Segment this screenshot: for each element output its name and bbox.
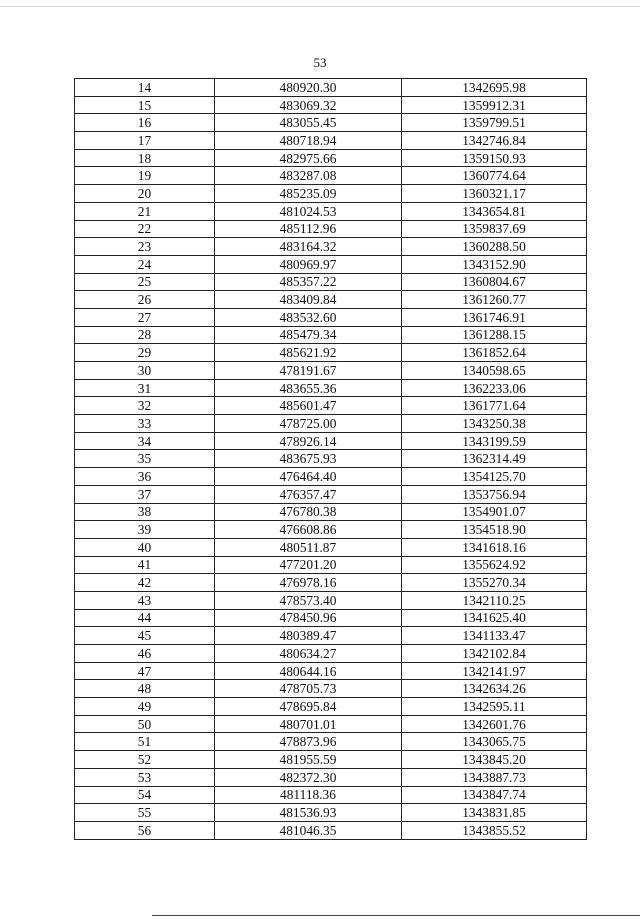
y-coordinate-cell: 1360774.64 xyxy=(402,167,587,185)
y-coordinate-cell: 1354901.07 xyxy=(402,503,587,521)
y-coordinate-cell: 1341133.47 xyxy=(402,627,587,645)
scan-edge-bottom xyxy=(152,915,640,916)
table-row xyxy=(75,326,587,344)
point-number-cell: 31 xyxy=(75,379,215,397)
table-row xyxy=(75,680,587,698)
point-number-cell: 34 xyxy=(75,432,215,450)
point-number-cell: 22 xyxy=(75,220,215,238)
y-coordinate-cell: 1361260.77 xyxy=(402,291,587,309)
y-coordinate-cell: 1343250.38 xyxy=(402,415,587,433)
x-coordinate-cell: 478926.14 xyxy=(215,432,402,450)
point-number-cell: 40 xyxy=(75,538,215,556)
y-coordinate-cell: 1362314.49 xyxy=(402,450,587,468)
y-coordinate-cell: 1343847.74 xyxy=(402,786,587,804)
point-number-cell: 30 xyxy=(75,362,215,380)
y-coordinate-cell: 1343845.20 xyxy=(402,751,587,769)
y-coordinate-cell: 1354125.70 xyxy=(402,468,587,486)
table-row xyxy=(75,751,587,769)
x-coordinate-cell: 483055.45 xyxy=(215,114,402,132)
table-row xyxy=(75,627,587,645)
page-number: 53 xyxy=(313,55,327,70)
x-coordinate-cell: 480511.87 xyxy=(215,538,402,556)
point-number-cell: 46 xyxy=(75,645,215,663)
x-coordinate-cell: 480920.30 xyxy=(215,79,402,97)
x-coordinate-cell: 476464.40 xyxy=(215,468,402,486)
point-number-cell: 33 xyxy=(75,415,215,433)
table-row xyxy=(75,786,587,804)
x-coordinate-cell: 481536.93 xyxy=(215,804,402,822)
point-number-cell: 42 xyxy=(75,574,215,592)
table-row xyxy=(75,609,587,627)
point-number-cell: 24 xyxy=(75,255,215,273)
table-row xyxy=(75,167,587,185)
point-number-cell: 14 xyxy=(75,79,215,97)
point-number-cell: 43 xyxy=(75,591,215,609)
table-row xyxy=(75,768,587,786)
point-number-cell: 50 xyxy=(75,715,215,733)
point-number-cell: 26 xyxy=(75,291,215,309)
x-coordinate-cell: 481118.36 xyxy=(215,786,402,804)
point-number-cell: 19 xyxy=(75,167,215,185)
x-coordinate-cell: 483675.93 xyxy=(215,450,402,468)
x-coordinate-cell: 483287.08 xyxy=(215,167,402,185)
table-row xyxy=(75,698,587,716)
x-coordinate-cell: 481046.35 xyxy=(215,821,402,839)
y-coordinate-cell: 1342634.26 xyxy=(402,680,587,698)
y-coordinate-cell: 1341625.40 xyxy=(402,609,587,627)
table-row xyxy=(75,362,587,380)
x-coordinate-cell: 480389.47 xyxy=(215,627,402,645)
point-number-cell: 27 xyxy=(75,308,215,326)
x-coordinate-cell: 483069.32 xyxy=(215,96,402,114)
y-coordinate-cell: 1342601.76 xyxy=(402,715,587,733)
x-coordinate-cell: 480969.97 xyxy=(215,255,402,273)
y-coordinate-cell: 1343199.59 xyxy=(402,432,587,450)
x-coordinate-cell: 485112.96 xyxy=(215,220,402,238)
point-number-cell: 23 xyxy=(75,238,215,256)
x-coordinate-cell: 483409.84 xyxy=(215,291,402,309)
point-number-cell: 55 xyxy=(75,804,215,822)
x-coordinate-cell: 483164.32 xyxy=(215,238,402,256)
y-coordinate-cell: 1361288.15 xyxy=(402,326,587,344)
point-number-cell: 21 xyxy=(75,202,215,220)
table-row xyxy=(75,132,587,150)
coordinates-table-body xyxy=(75,79,587,840)
x-coordinate-cell: 485479.34 xyxy=(215,326,402,344)
y-coordinate-cell: 1354518.90 xyxy=(402,521,587,539)
point-number-cell: 38 xyxy=(75,503,215,521)
x-coordinate-cell: 480634.27 xyxy=(215,645,402,663)
y-coordinate-cell: 1360804.67 xyxy=(402,273,587,291)
table-row xyxy=(75,645,587,663)
table-row xyxy=(75,521,587,539)
x-coordinate-cell: 478705.73 xyxy=(215,680,402,698)
table-row xyxy=(75,96,587,114)
point-number-cell: 47 xyxy=(75,662,215,680)
table-row xyxy=(75,415,587,433)
x-coordinate-cell: 481955.59 xyxy=(215,751,402,769)
coordinates-table xyxy=(74,78,587,840)
table-row xyxy=(75,450,587,468)
table-row xyxy=(75,149,587,167)
table-row xyxy=(75,238,587,256)
table-row xyxy=(75,291,587,309)
table-row xyxy=(75,574,587,592)
point-number-cell: 20 xyxy=(75,185,215,203)
x-coordinate-cell: 478450.96 xyxy=(215,609,402,627)
table-row xyxy=(75,715,587,733)
table-row xyxy=(75,432,587,450)
y-coordinate-cell: 1342102.84 xyxy=(402,645,587,663)
point-number-cell: 48 xyxy=(75,680,215,698)
table-row xyxy=(75,308,587,326)
table-row xyxy=(75,538,587,556)
x-coordinate-cell: 482372.30 xyxy=(215,768,402,786)
point-number-cell: 41 xyxy=(75,556,215,574)
table-row xyxy=(75,202,587,220)
point-number-cell: 45 xyxy=(75,627,215,645)
x-coordinate-cell: 478873.96 xyxy=(215,733,402,751)
y-coordinate-cell: 1343065.75 xyxy=(402,733,587,751)
table-row xyxy=(75,485,587,503)
x-coordinate-cell: 481024.53 xyxy=(215,202,402,220)
x-coordinate-cell: 482975.66 xyxy=(215,149,402,167)
x-coordinate-cell: 480701.01 xyxy=(215,715,402,733)
y-coordinate-cell: 1359837.69 xyxy=(402,220,587,238)
x-coordinate-cell: 485357.22 xyxy=(215,273,402,291)
y-coordinate-cell: 1361852.64 xyxy=(402,344,587,362)
x-coordinate-cell: 476357.47 xyxy=(215,485,402,503)
table-row xyxy=(75,379,587,397)
y-coordinate-cell: 1343887.73 xyxy=(402,768,587,786)
y-coordinate-cell: 1362233.06 xyxy=(402,379,587,397)
point-number-cell: 37 xyxy=(75,485,215,503)
scan-edge-top xyxy=(0,6,640,7)
point-number-cell: 36 xyxy=(75,468,215,486)
point-number-cell: 25 xyxy=(75,273,215,291)
x-coordinate-cell: 485621.92 xyxy=(215,344,402,362)
x-coordinate-cell: 476608.86 xyxy=(215,521,402,539)
x-coordinate-cell: 483655.36 xyxy=(215,379,402,397)
x-coordinate-cell: 478695.84 xyxy=(215,698,402,716)
y-coordinate-cell: 1341618.16 xyxy=(402,538,587,556)
point-number-cell: 53 xyxy=(75,768,215,786)
point-number-cell: 28 xyxy=(75,326,215,344)
table-row xyxy=(75,79,587,97)
table-row xyxy=(75,185,587,203)
table-row xyxy=(75,220,587,238)
x-coordinate-cell: 476978.16 xyxy=(215,574,402,592)
point-number-cell: 49 xyxy=(75,698,215,716)
table-row xyxy=(75,591,587,609)
point-number-cell: 15 xyxy=(75,96,215,114)
table-row xyxy=(75,556,587,574)
point-number-cell: 54 xyxy=(75,786,215,804)
y-coordinate-cell: 1360321.17 xyxy=(402,185,587,203)
y-coordinate-cell: 1360288.50 xyxy=(402,238,587,256)
y-coordinate-cell: 1361746.91 xyxy=(402,308,587,326)
point-number-cell: 32 xyxy=(75,397,215,415)
table-row xyxy=(75,662,587,680)
table-row xyxy=(75,114,587,132)
x-coordinate-cell: 485601.47 xyxy=(215,397,402,415)
y-coordinate-cell: 1342695.98 xyxy=(402,79,587,97)
point-number-cell: 16 xyxy=(75,114,215,132)
y-coordinate-cell: 1343831.85 xyxy=(402,804,587,822)
y-coordinate-cell: 1353756.94 xyxy=(402,485,587,503)
x-coordinate-cell: 478725.00 xyxy=(215,415,402,433)
point-number-cell: 18 xyxy=(75,149,215,167)
x-coordinate-cell: 480718.94 xyxy=(215,132,402,150)
y-coordinate-cell: 1340598.65 xyxy=(402,362,587,380)
x-coordinate-cell: 476780.38 xyxy=(215,503,402,521)
point-number-cell: 39 xyxy=(75,521,215,539)
y-coordinate-cell: 1342595.11 xyxy=(402,698,587,716)
y-coordinate-cell: 1359150.93 xyxy=(402,149,587,167)
point-number-cell: 44 xyxy=(75,609,215,627)
y-coordinate-cell: 1343855.52 xyxy=(402,821,587,839)
x-coordinate-cell: 485235.09 xyxy=(215,185,402,203)
table-row xyxy=(75,804,587,822)
table-row xyxy=(75,273,587,291)
y-coordinate-cell: 1342141.97 xyxy=(402,662,587,680)
y-coordinate-cell: 1355624.92 xyxy=(402,556,587,574)
table-row xyxy=(75,503,587,521)
table-row xyxy=(75,821,587,839)
table-row xyxy=(75,255,587,273)
point-number-cell: 51 xyxy=(75,733,215,751)
table-row xyxy=(75,468,587,486)
y-coordinate-cell: 1355270.34 xyxy=(402,574,587,592)
y-coordinate-cell: 1342746.84 xyxy=(402,132,587,150)
y-coordinate-cell: 1343152.90 xyxy=(402,255,587,273)
table-row xyxy=(75,397,587,415)
y-coordinate-cell: 1342110.25 xyxy=(402,591,587,609)
x-coordinate-cell: 477201.20 xyxy=(215,556,402,574)
point-number-cell: 17 xyxy=(75,132,215,150)
x-coordinate-cell: 480644.16 xyxy=(215,662,402,680)
table-row xyxy=(75,344,587,362)
table-row xyxy=(75,733,587,751)
x-coordinate-cell: 478573.40 xyxy=(215,591,402,609)
y-coordinate-cell: 1359799.51 xyxy=(402,114,587,132)
y-coordinate-cell: 1343654.81 xyxy=(402,202,587,220)
point-number-cell: 52 xyxy=(75,751,215,769)
x-coordinate-cell: 483532.60 xyxy=(215,308,402,326)
point-number-cell: 29 xyxy=(75,344,215,362)
point-number-cell: 35 xyxy=(75,450,215,468)
point-number-cell: 56 xyxy=(75,821,215,839)
x-coordinate-cell: 478191.67 xyxy=(215,362,402,380)
y-coordinate-cell: 1361771.64 xyxy=(402,397,587,415)
y-coordinate-cell: 1359912.31 xyxy=(402,96,587,114)
